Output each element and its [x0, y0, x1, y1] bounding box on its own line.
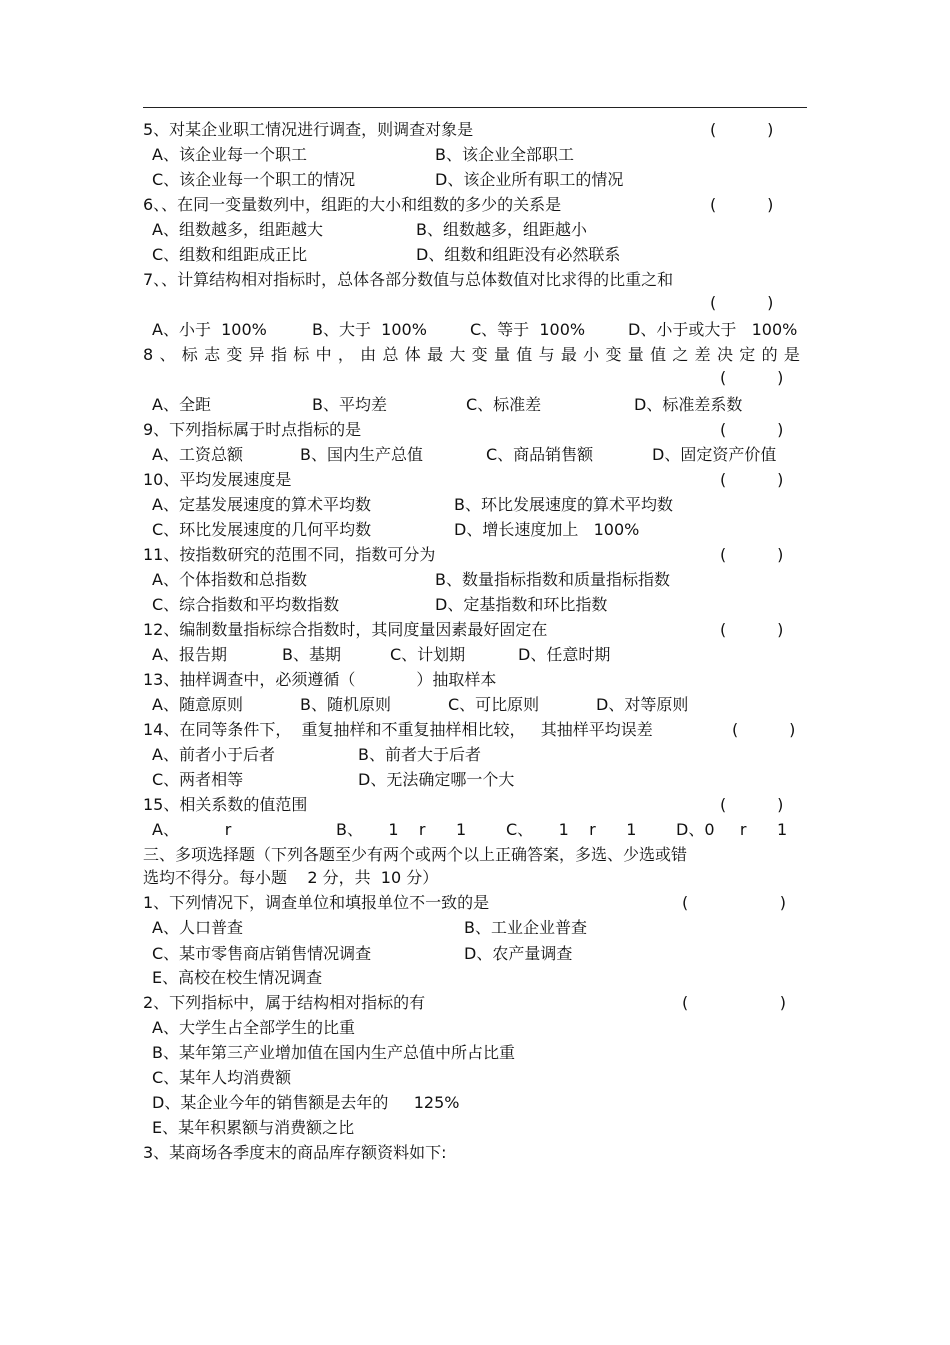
question-13-option-c: C、可比原则 — [448, 695, 540, 714]
question-13-option-a: A、随意原则 — [152, 695, 243, 714]
question-10-stem: 10、平均发展速度是 — [143, 470, 292, 489]
question-8-option-c: C、标准差 — [466, 395, 542, 414]
question-9-option-a: A、工资总额 — [152, 445, 243, 464]
question-15-stem: 15、相关系数的值范围 — [143, 795, 308, 814]
question-5-option-c: C、该企业每一个职工的情况 — [152, 170, 356, 189]
question-15-answer-paren: ( ) — [720, 795, 784, 814]
multi-question-1-option-e: E、高校在校生情况调查 — [152, 968, 323, 987]
question-12-answer-paren: ( ) — [720, 620, 784, 639]
multi-question-1-option-b: B、工业企业普查 — [464, 918, 587, 937]
question-12-option-d: D、任意时期 — [518, 645, 611, 664]
question-7-option-c: C、等于 100% — [470, 320, 586, 339]
question-7-option-b: B、大于 100% — [312, 320, 427, 339]
question-8-stem: 8、标志变异指标中，由总体最大变量值与最小变量值之差决定的是 — [143, 345, 807, 364]
question-6-option-a: A、组数越多，组距越大 — [152, 220, 323, 239]
multi-question-2-option-d: D、某企业今年的销售额是去年的 125% — [152, 1093, 460, 1112]
question-5-option-a: A、该企业每一个职工 — [152, 145, 307, 164]
question-12-option-a: A、报告期 — [152, 645, 227, 664]
multi-question-1-stem: 1、下列情况下，调查单位和填报单位不一致的是 — [143, 893, 490, 912]
question-14-stem: 14、在同等条件下， 重复抽样和不重复抽样相比较， 其抽样平均误差 — [143, 720, 653, 739]
header-rule — [143, 107, 807, 108]
multi-question-1-answer-paren: ( ) — [682, 893, 787, 912]
question-9-option-c: C、商品销售额 — [486, 445, 594, 464]
question-6-stem: 6、、在同一变量数列中，组距的大小和组数的多少的关系是 — [143, 195, 562, 214]
multi-question-2-option-a: A、大学生占全部学生的比重 — [152, 1018, 355, 1037]
question-8-option-b: B、平均差 — [312, 395, 387, 414]
question-6-option-d: D、组数和组距没有必然联系 — [416, 245, 621, 264]
multi-question-1-option-d: D、农产量调查 — [464, 944, 573, 963]
multi-question-1-option-c: C、某市零售商店销售情况调查 — [152, 944, 372, 963]
question-8-option-a: A、全距 — [152, 395, 211, 414]
question-12-option-c: C、计划期 — [390, 645, 466, 664]
question-14-option-b: B、前者大于后者 — [358, 745, 481, 764]
question-9-option-d: D、固定资产价值 — [652, 445, 777, 464]
multi-question-2-stem: 2、下列指标中，属于结构相对指标的有 — [143, 993, 426, 1012]
multi-question-2-option-b: B、某年第三产业增加值在国内生产总值中所占比重 — [152, 1043, 515, 1062]
multi-question-2-answer-paren: ( ) — [682, 993, 787, 1012]
question-11-option-d: D、定基指数和环比指数 — [435, 595, 608, 614]
question-7-answer-paren: ( ) — [710, 293, 774, 312]
question-11-answer-paren: ( ) — [720, 545, 784, 564]
question-7-option-d: D、小于或大于 100% — [628, 320, 798, 339]
question-9-answer-paren: ( ) — [720, 420, 784, 439]
multi-question-1-option-a: A、人口普查 — [152, 918, 243, 937]
question-13-option-b: B、随机原则 — [300, 695, 391, 714]
question-10-option-d: D、增长速度加上 100% — [454, 520, 640, 539]
question-5-answer-paren: ( ) — [710, 120, 774, 139]
multi-question-2-option-c: C、某年人均消费额 — [152, 1068, 292, 1087]
question-12-option-b: B、基期 — [282, 645, 341, 664]
question-13-option-d: D、对等原则 — [596, 695, 689, 714]
question-15-option-c: C、 1 r 1 — [506, 820, 637, 839]
question-10-option-b: B、环比发展速度的算术平均数 — [454, 495, 673, 514]
question-9-stem: 9、下列指标属于时点指标的是 — [143, 420, 362, 439]
multi-question-3-stem: 3、某商场各季度末的商品库存额资料如下: — [143, 1143, 447, 1162]
question-14-answer-paren: ( ) — [732, 720, 796, 739]
question-10-option-a: A、定基发展速度的算术平均数 — [152, 495, 371, 514]
question-6-option-c: C、组数和组距成正比 — [152, 245, 308, 264]
question-5-option-b: B、该企业全部职工 — [435, 145, 574, 164]
section-3-instructions: 选均不得分。每小题 2 分，共 10 分） — [143, 868, 439, 887]
question-12-stem: 12、编制数量指标综合指数时，其同度量因素最好固定在 — [143, 620, 548, 639]
question-5-stem: 5、对某企业职工情况进行调查，则调查对象是 — [143, 120, 474, 139]
question-15-option-b: B、 1 r 1 — [336, 820, 467, 839]
question-7-option-a: A、小于 100% — [152, 320, 267, 339]
question-15-option-d: D、0 r 1 — [676, 820, 788, 839]
question-11-stem: 11、按指数研究的范围不同，指数可分为 — [143, 545, 436, 564]
multi-question-2-option-e: E、某年积累额与消费额之比 — [152, 1118, 355, 1137]
question-14-option-d: D、无法确定哪一个大 — [358, 770, 515, 789]
question-8-option-d: D、标准差系数 — [634, 395, 743, 414]
question-6-option-b: B、组数越多，组距越小 — [416, 220, 587, 239]
question-9-option-b: B、国内生产总值 — [300, 445, 423, 464]
question-11-option-c: C、综合指数和平均数指数 — [152, 595, 340, 614]
question-10-answer-paren: ( ) — [720, 470, 784, 489]
question-5-option-d: D、该企业所有职工的情况 — [435, 170, 624, 189]
question-13-stem: 13、抽样调查中，必须遵循（ ）抽取样本 — [143, 670, 497, 689]
question-8-answer-paren: ( ) — [720, 368, 784, 387]
question-11-option-b: B、数量指标指数和质量指标指数 — [435, 570, 670, 589]
question-14-option-c: C、两者相等 — [152, 770, 244, 789]
question-15-option-a: A、 r — [152, 820, 232, 839]
question-6-answer-paren: ( ) — [710, 195, 774, 214]
section-3-heading: 三、多项选择题（下列各题至少有两个或两个以上正确答案，多选、少选或错 — [143, 845, 688, 864]
question-14-option-a: A、前者小于后者 — [152, 745, 275, 764]
question-11-option-a: A、个体指数和总指数 — [152, 570, 307, 589]
question-10-option-c: C、环比发展速度的几何平均数 — [152, 520, 372, 539]
question-7-stem: 7、、计算结构相对指标时，总体各部分数值与总体数值对比求得的比重之和 — [143, 270, 674, 289]
